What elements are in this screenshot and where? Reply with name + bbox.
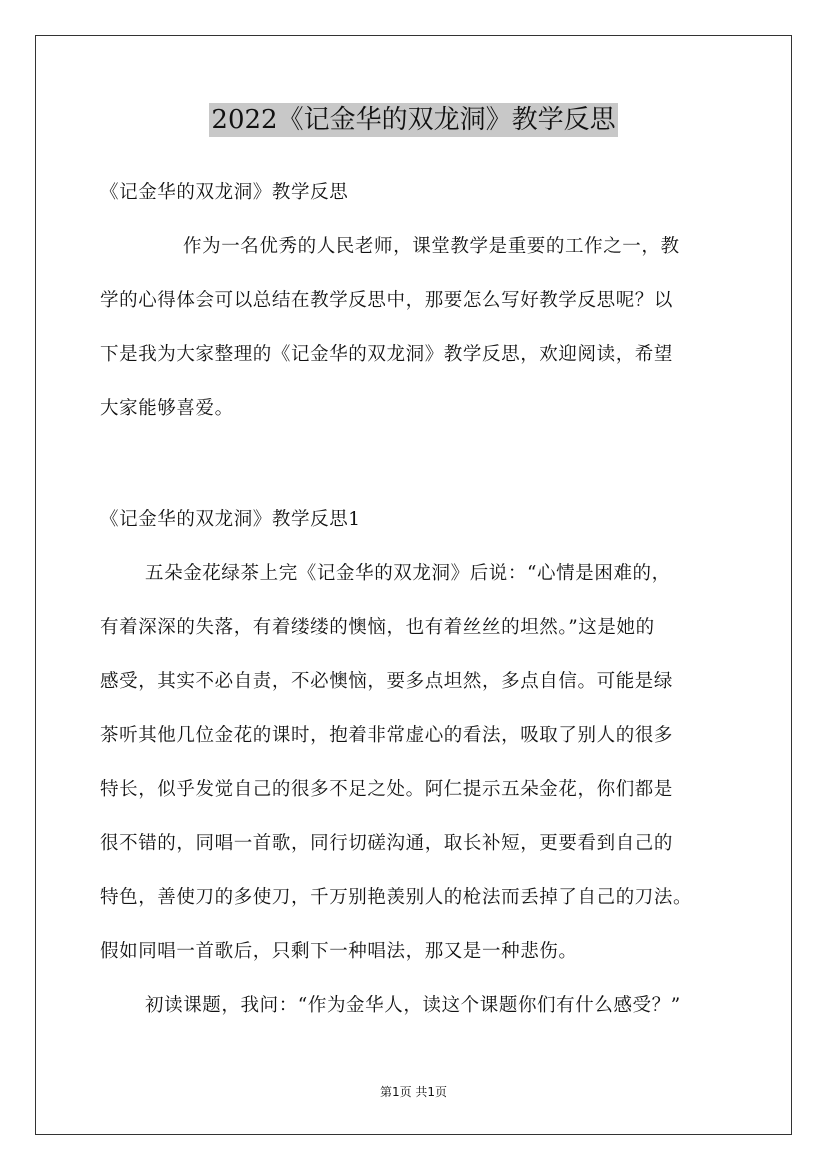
document-title <box>0 98 827 142</box>
body-line-2: 有着深深的失落，有着缕缕的懊恼，也有着丝丝的坦然。”这是她的 <box>100 617 655 638</box>
body-line-7: 特色，善使刀的多使刀，千万别艳羡别人的枪法而丢掉了自己的刀法。 <box>100 887 693 908</box>
body-line-3: 感受，其实不必自责，不必懊恼，要多点坦然，多点自信。可能是绿 <box>100 671 674 692</box>
section-heading-1: 《记金华的双龙洞》教学反思1 <box>100 509 361 530</box>
intro-line-1: 作为一名优秀的人民老师，课堂教学是重要的工作之一，教 <box>183 236 680 257</box>
body-line-6: 很不错的，同唱一首歌，同行切磋沟通，取长补短，更要看到自己的 <box>100 833 674 854</box>
page-footer: 第1页 共1页 <box>379 1085 448 1099</box>
body-line-9: 初读课题，我问：“作为金华人，读这个课题你们有什么感受？” <box>145 995 681 1016</box>
document-title-text: 2022《记金华的双龙洞》教学反思 <box>211 105 616 135</box>
intro-line-3: 下是我为大家整理的《记金华的双龙洞》教学反思，欢迎阅读，希望 <box>100 344 674 365</box>
intro-line-2: 学的心得体会可以总结在教学反思中，那要怎么写好教学反思呢？以 <box>100 290 674 311</box>
subtitle-line: 《记金华的双龙洞》教学反思 <box>100 182 349 203</box>
body-line-5: 特长，似乎发觉自己的很多不足之处。阿仁提示五朵金花，你们都是 <box>100 779 674 800</box>
body-line-4: 茶听其他几位金花的课时，抱着非常虚心的看法，吸取了别人的很多 <box>100 725 674 746</box>
body-line-8: 假如同唱一首歌后，只剩下一种唱法，那又是一种悲伤。 <box>100 941 578 962</box>
intro-line-4: 大家能够喜爱。 <box>100 398 234 419</box>
body-line-1: 五朵金花绿茶上完《记金华的双龙洞》后说：“心情是困难的， <box>145 563 671 584</box>
